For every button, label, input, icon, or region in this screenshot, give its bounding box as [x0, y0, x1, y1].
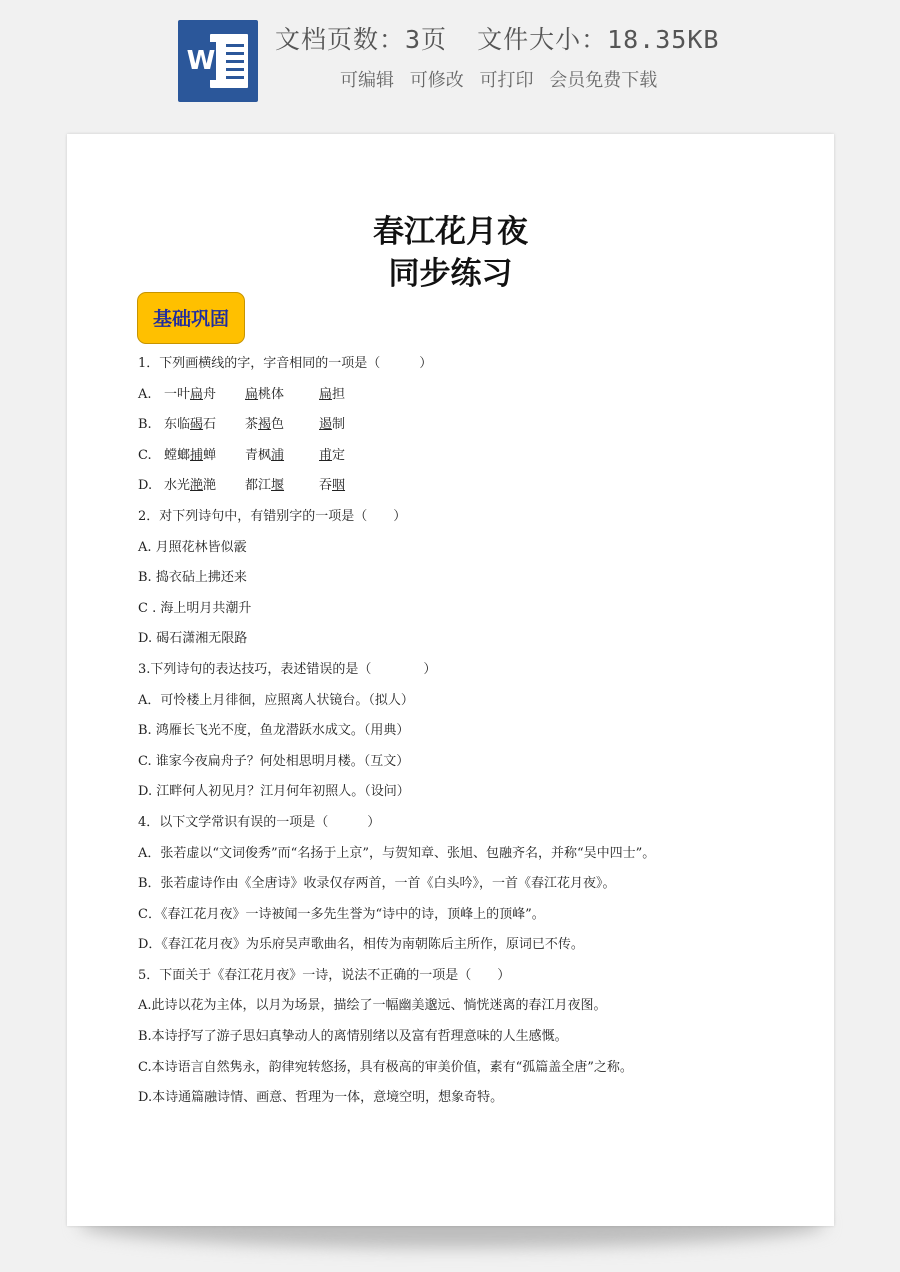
- question-line: C.本诗语言自然隽永，韵律宛转悠扬，具有极高的审美价值，素有“孤篇盖全唐”之称。: [138, 1059, 633, 1075]
- feature-modifiable: 可修改: [409, 70, 464, 91]
- option-word: 都江堰: [245, 478, 285, 494]
- option-letter: C.: [138, 447, 152, 463]
- question-line: B．张若虚诗作由《全唐诗》收录仅存两首，一首《白头吟》，一首《春江花月夜》。: [138, 876, 616, 892]
- question-line: C．《春江花月夜》一诗被闻一多先生誉为“诗中的诗，顶峰上的顶峰”。: [138, 906, 545, 922]
- feature-list: [340, 66, 667, 92]
- question-line: C . 海上明月共潮升: [138, 600, 252, 616]
- question-line: A．张若虚以“文词俊秀”而“名扬于上京”，与贺知章、张旭、包融齐名，并称“吴中四士”。: [138, 845, 656, 861]
- question-option: [138, 385, 778, 416]
- document-page: [67, 134, 834, 1226]
- question-option: [138, 476, 778, 507]
- question-line: D.本诗通篇融诗情、画意、哲理为一体，意境空明，想象奇特。: [138, 1090, 504, 1106]
- option-word: 茶褐色: [245, 417, 285, 433]
- option-word: 螳螂捕蝉: [164, 447, 217, 463]
- feature-printable: 可打印: [479, 70, 534, 91]
- question-line: A.此诗以花为主体，以月为场景，描绘了一幅幽美邈远、惝恍迷离的春江月夜图。: [138, 998, 607, 1014]
- question-option: [138, 446, 778, 477]
- option-word: 遏制: [319, 417, 346, 433]
- question-line: B.本诗抒写了游子思妇真挚动人的离情别绪以及富有哲理意味的人生感慨。: [138, 1029, 568, 1045]
- option-letter: D.: [138, 478, 153, 494]
- question-line: A. 月照花林皆似霰: [138, 539, 247, 555]
- download-header: [0, 0, 900, 125]
- option-word: 东临碣石: [164, 417, 217, 433]
- option-word: 扁桃体: [245, 386, 285, 402]
- document-meta: [275, 20, 719, 56]
- option-word: 扁担: [319, 386, 346, 402]
- question-line: D．《春江花月夜》为乐府吴声歌曲名，相传为南朝陈后主所作，原词已不传。: [138, 937, 584, 953]
- option-word: 吞咽: [319, 478, 346, 494]
- document-subtitle: 同步练习: [388, 256, 513, 292]
- document-title: 春江花月夜: [373, 214, 528, 250]
- section-badge: 基础巩固: [137, 292, 245, 344]
- option-letter: A.: [138, 386, 152, 402]
- option-word: 甫定: [319, 447, 346, 463]
- feature-editable: 可编辑: [340, 70, 394, 91]
- option-letter: B.: [138, 417, 152, 433]
- feature-member-download: 会员免费下载: [549, 70, 658, 91]
- option-word: 水光滟滟: [164, 478, 217, 494]
- question-option: [138, 415, 778, 446]
- question-line: D. 碣石潇湘无限路: [138, 631, 248, 647]
- question-list: [138, 354, 778, 1119]
- question-line: B. 捣衣砧上拂还来: [138, 570, 247, 586]
- option-word: 青枫浦: [245, 447, 285, 463]
- option-word: 一叶扁舟: [164, 386, 217, 402]
- question-line: 4．以下文学常识有误的一项是（ ）: [138, 814, 381, 830]
- page-count: 文档页数：3页: [275, 25, 448, 54]
- question-stem: 1．下列画横线的字，字音相同的一项是（ ）: [138, 356, 433, 371]
- file-size: 文件大小：18.35KB: [477, 25, 720, 54]
- question-line: 5．下面关于《春江花月夜》一诗，说法不正确的一项是（ ）: [138, 967, 511, 983]
- question-line: B. 鸿雁长飞光不度，鱼龙潜跃水成文。（用典）: [138, 723, 410, 739]
- word-letter-icon: W: [186, 42, 216, 80]
- question-line: 2．对下列诗句中，有错别字的一项是（ ）: [138, 508, 407, 524]
- question-line: A．可怜楼上月徘徊，应照离人状镜台。（拟人）: [138, 692, 414, 708]
- question-line: C. 谁家今夜扁舟子？何处相思明月楼。（互文）: [138, 753, 410, 769]
- question-line: 3.下列诗句的表达技巧，表述错误的是（ ）: [138, 661, 437, 677]
- word-document-icon: [178, 20, 258, 102]
- question-line: D. 江畔何人初见月？江月何年初照人。（设问）: [138, 784, 410, 800]
